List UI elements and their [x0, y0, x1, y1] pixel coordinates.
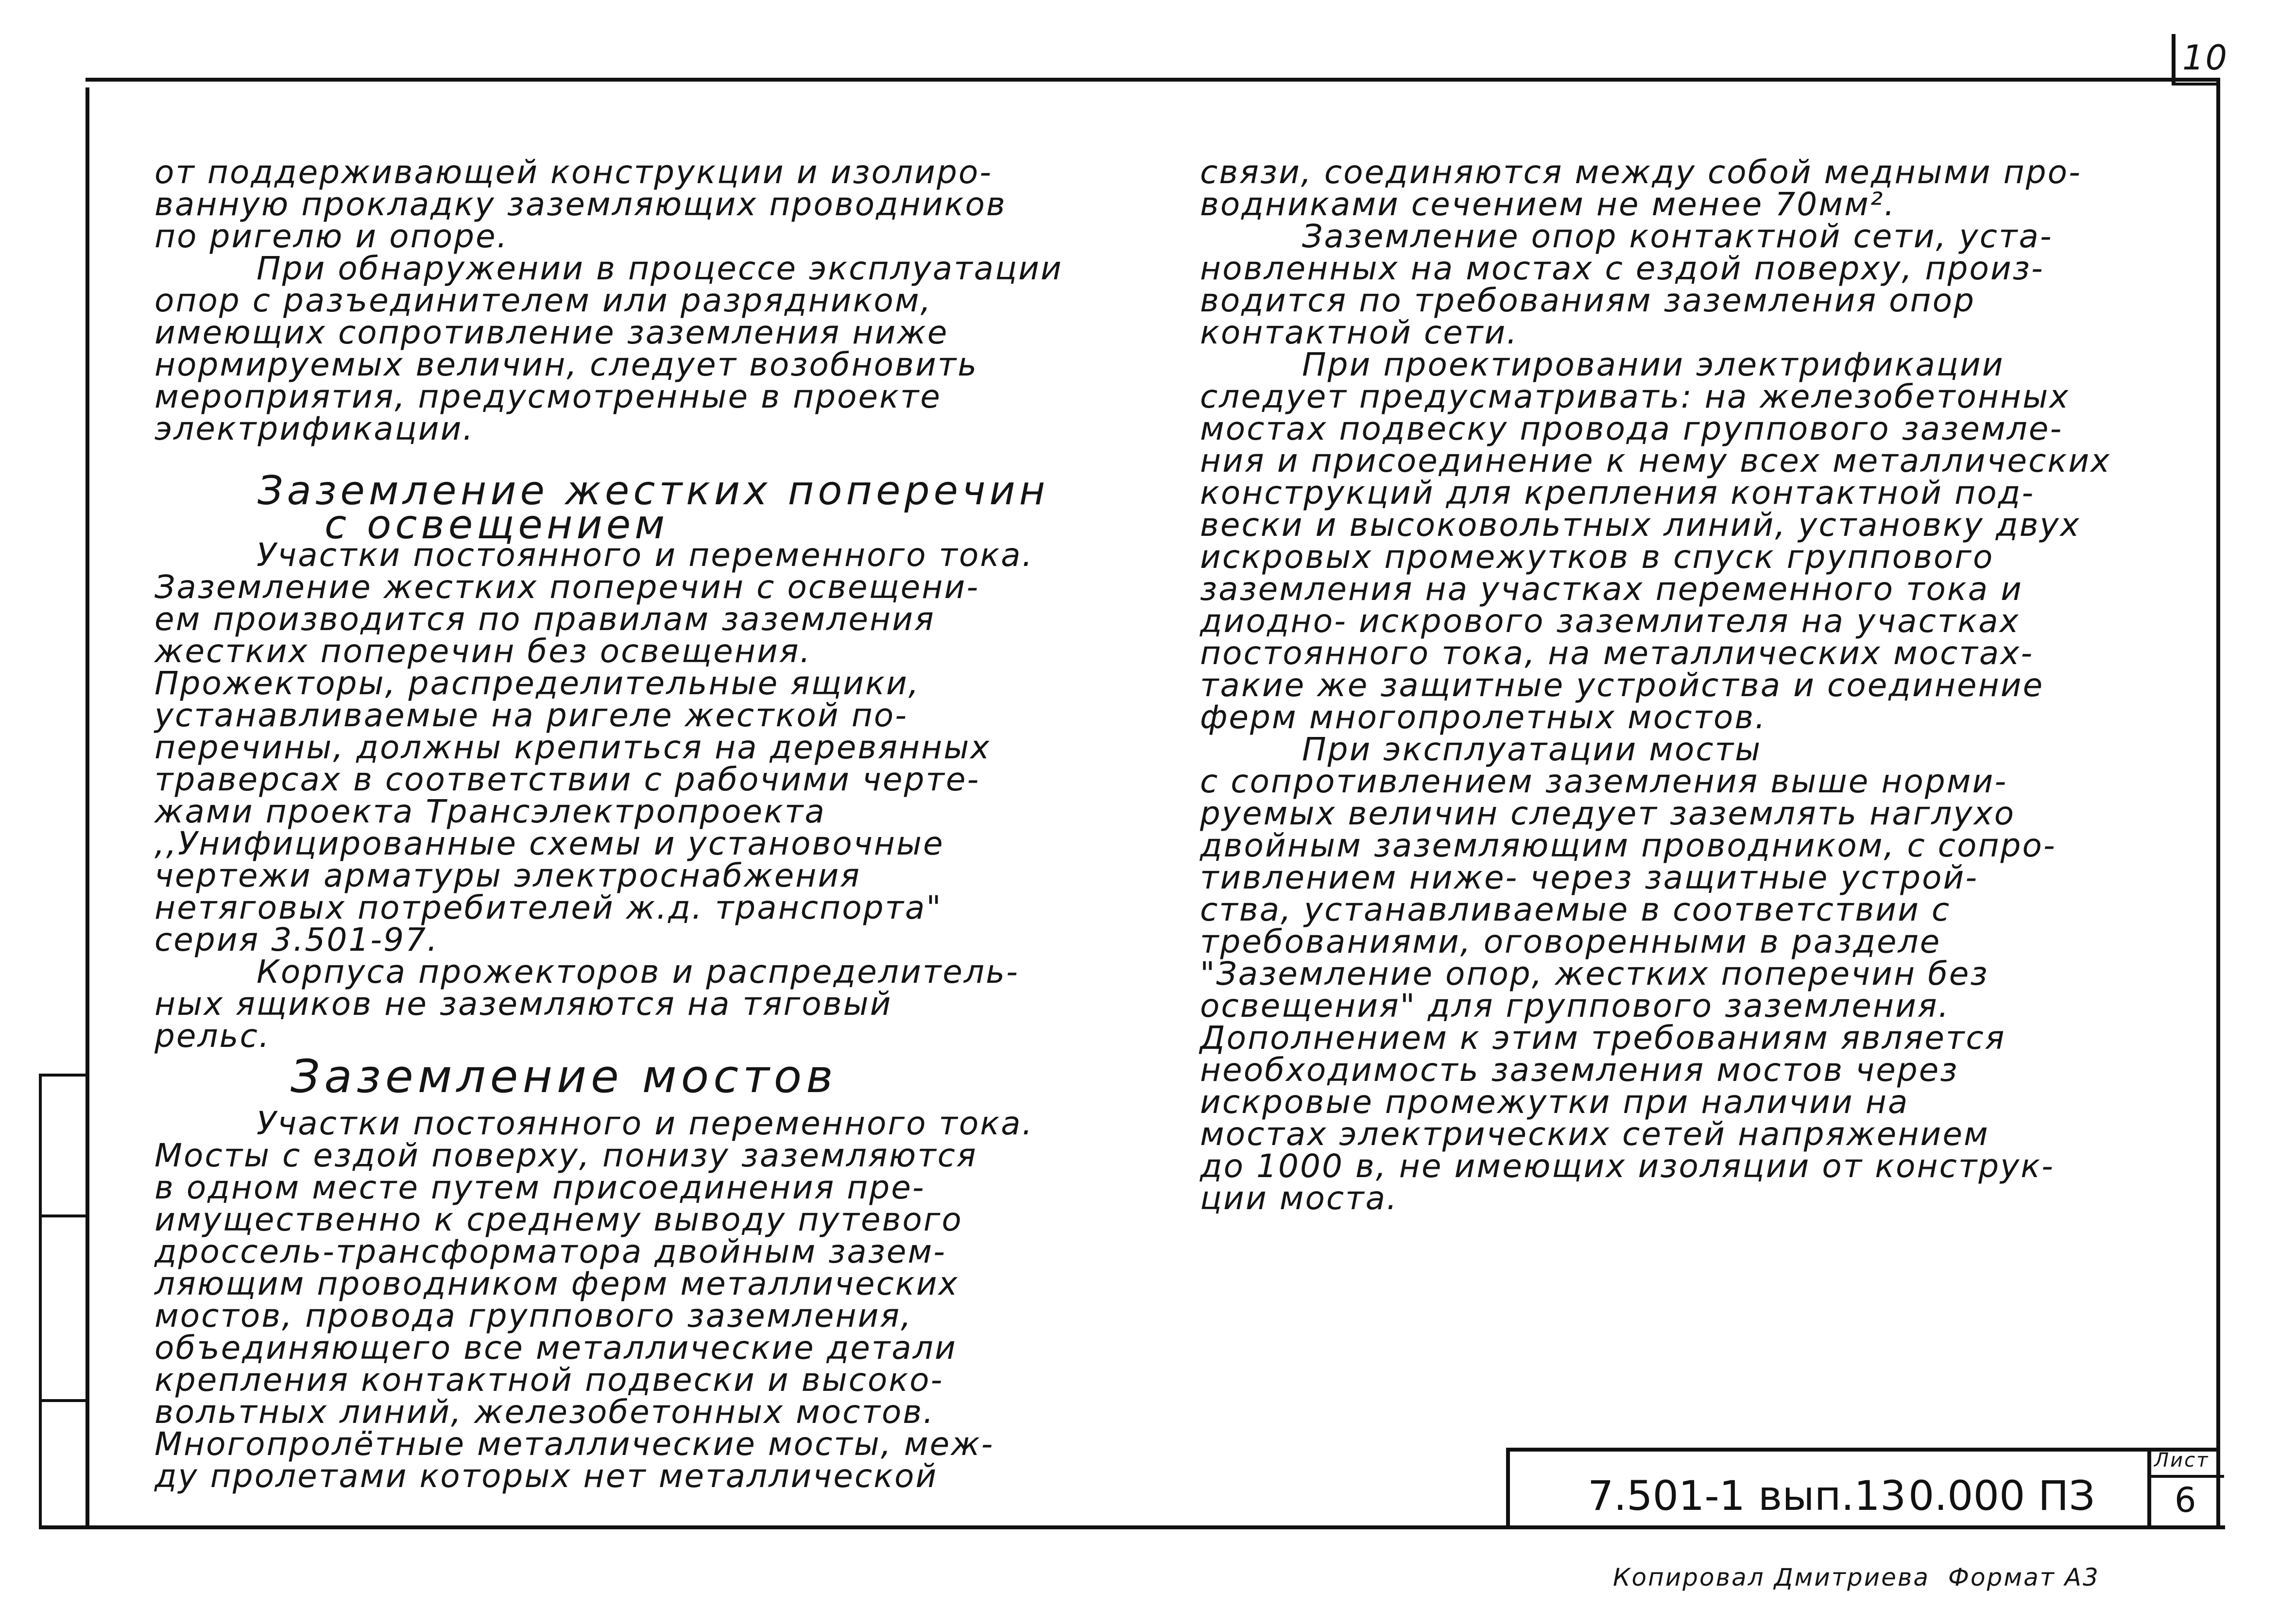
text-line: связи, соединяются между собой медными про-: [1200, 154, 2082, 191]
text-line: вольтных линий, железобетонных мостов.: [154, 1393, 935, 1431]
left-column-block-2: [154, 536, 1034, 1055]
sheet-cell-divider: [2151, 1475, 2224, 1478]
text-line: ляющим проводником ферм металлических: [154, 1265, 959, 1302]
text-line: траверсах в соответствии с рабочими черте-: [154, 761, 980, 798]
text-line: объединяющего все металлические детали: [154, 1329, 957, 1367]
text-line: ных ящиков не заземляются на тяговый: [154, 985, 892, 1023]
text-line: нормируемых величин, следует возобновить: [154, 346, 978, 383]
text-line: мероприятия, предусмотренные в проекте: [154, 378, 942, 415]
text-line: При эксплуатации мосты: [1302, 731, 1762, 768]
margin-box-divider: [42, 1399, 88, 1402]
text-line: водится по требованиям заземления опор: [1200, 282, 1975, 319]
frame-top-line: [86, 78, 2218, 82]
text-line: руемых величин следует заземлять наглухо: [1200, 795, 2016, 832]
text-line: ванную прокладку заземляющих проводников: [154, 186, 1007, 223]
document-designation: 0.000 ПЗ: [1908, 1472, 2095, 1520]
margin-stamp-boxes: [39, 1074, 88, 1525]
text-line: ния и присоединение к нему всех металлических: [1200, 442, 2111, 479]
text-line: ства, устанавливаемые в соответствии с: [1200, 891, 1951, 928]
left-column-block-1: [154, 156, 1063, 445]
text-line: Многопролётные металлические мосты, меж-: [154, 1425, 994, 1463]
right-column-block: [1200, 156, 2111, 1215]
text-line: новленных на мостах с ездой поверху, произ-: [1200, 250, 2044, 287]
text-line: жестких поперечин без освещения.: [154, 633, 812, 670]
section-heading-rigid-crossbars-line2: с освещением: [325, 502, 669, 548]
left-column-block-3: [154, 1105, 1034, 1495]
text-line: серия 3.501-97.: [154, 921, 439, 958]
text-line: диодно- искрового заземлителя на участках: [1200, 602, 2020, 640]
frame-right-line: [2216, 78, 2220, 1525]
text-line: освещения" для группового заземления.: [1200, 987, 1950, 1025]
text-line: нетяговых потребителей ж.д. транспорта": [154, 889, 942, 926]
section-heading-bridges: Заземление мостов: [291, 1050, 838, 1103]
text-line: При проектировании электрификации: [1302, 346, 2005, 383]
text-line: Заземление опор контактной сети, уста-: [1302, 218, 2053, 255]
text-line: При обнаружении в процессе эксплуатации: [257, 250, 1063, 287]
text-line: такие же защитные устройства и соединение: [1200, 667, 2044, 704]
text-line: Заземление жестких поперечин с освещени-: [154, 568, 980, 606]
text-line: жами проекта Трансэлектропроекта: [154, 793, 826, 830]
text-line: Участки постоянного и переменного тока.: [257, 1105, 1034, 1142]
margin-box-divider: [42, 1215, 88, 1217]
text-line: ции моста.: [1200, 1180, 1399, 1217]
text-line: "Заземление опор, жестких поперечин без: [1200, 955, 1989, 992]
text-line: ферм многопролетных мостов.: [1200, 699, 1767, 736]
text-line: Прожекторы, распределительные ящики,: [154, 665, 920, 702]
page-number: 10: [2182, 38, 2229, 78]
text-line: двойным заземляющим проводником, с сопро-: [1200, 827, 2056, 864]
text-line: электрификации.: [154, 410, 475, 447]
text-line: перечины, должны крепиться на деревянных: [154, 729, 991, 766]
section-heading-rigid-crossbars: Заземление жестких поперечин: [257, 468, 1049, 514]
text-line: до 1000 в, не имеющих изоляции от конструк-: [1200, 1147, 2055, 1185]
text-line: с сопротивлением заземления выше норми-: [1200, 763, 2008, 800]
text-line: в одном месте путем присоединения пре-: [154, 1169, 925, 1206]
text-line: по ригелю и опоре.: [154, 218, 509, 255]
text-line: Дополнением к этим требованиям является: [1200, 1019, 2006, 1057]
text-line: мостах электрических сетей напряжением: [1200, 1115, 1989, 1153]
title-block: [1506, 1448, 2220, 1529]
text-line: требованиями, оговоренными в разделе: [1200, 923, 1941, 960]
text-line: конструкций для крепления контактной под-: [1200, 474, 2035, 512]
text-line: рельс.: [154, 1017, 271, 1055]
text-line: ,,Унифицированные схемы и установочные: [154, 825, 944, 862]
text-line: Корпуса прожекторов и распределитель-: [257, 953, 1019, 991]
text-line: искровые промежутки при наличии на: [1200, 1083, 1909, 1121]
text-line: чертежи арматуры электроснабжения: [154, 857, 861, 894]
text-line: устанавливаемые на ригеле жесткой по-: [154, 697, 908, 734]
text-line: имеющих сопротивление заземления ниже: [154, 314, 949, 351]
text-line: имущественно к среднему выводу путевого: [154, 1201, 963, 1238]
document-code: 7.501-1 вып.13: [1588, 1472, 1906, 1520]
text-line: опор с разъединителем или разрядником,: [154, 282, 932, 319]
text-line: ем производится по правилам заземления: [154, 600, 935, 638]
text-line: Участки постоянного и переменного тока.: [257, 536, 1034, 574]
sheet-number: 6: [2175, 1480, 2196, 1520]
paper-format: Формат А3: [1948, 1563, 2100, 1591]
text-line: дроссель-трансформатора двойным зазем-: [154, 1233, 946, 1270]
text-line: искровых промежутков в спуск группового: [1200, 538, 1994, 576]
text-line: постоянного тока, на металлических мостах-: [1200, 634, 2034, 672]
text-line: Мосты с ездой поверху, понизу заземляются: [154, 1137, 977, 1174]
copied-by: Копировал Дмитриева: [1613, 1563, 1930, 1591]
text-line: мостах подвеску провода группового заземле-: [1200, 410, 2063, 447]
text-line: заземления на участках переменного тока и: [1200, 570, 2023, 608]
text-line: водниками сечением не менее 70мм².: [1200, 186, 1896, 223]
text-line: контактной сети.: [1200, 314, 1519, 351]
text-line: вески и высоковольтных линий, установку двух: [1200, 506, 2081, 544]
text-line: тивлением ниже- через защитные устрой-: [1200, 859, 1979, 896]
text-line: необходимость заземления мостов через: [1200, 1051, 1959, 1089]
text-line: мостов, провода группового заземления,: [154, 1297, 913, 1334]
sheet-cell: [2147, 1448, 2224, 1529]
text-line: следует предусматривать: на железобетонных: [1200, 378, 2070, 415]
text-line: крепления контактной подвески и высоко-: [154, 1361, 944, 1399]
sheet-label: Лист: [2154, 1449, 2210, 1471]
page-number-box: [2172, 34, 2229, 86]
margin-box-divider: [42, 1074, 88, 1077]
text-line: ду пролетами которых нет металлической: [154, 1457, 938, 1495]
text-line: от поддерживающей конструкции и изолиро-: [154, 154, 993, 191]
